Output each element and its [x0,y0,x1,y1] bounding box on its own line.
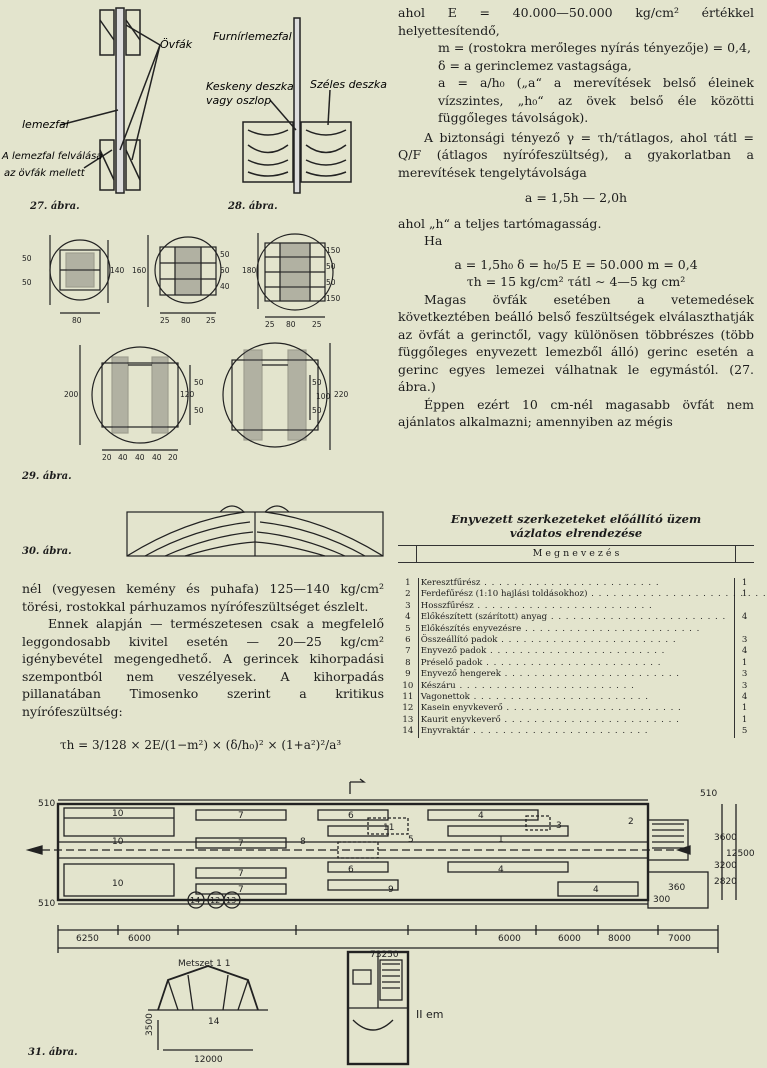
room-num: 5 [408,835,414,845]
dim: 6000 [558,934,581,944]
row-name [418,692,735,703]
dim: 80 [181,316,191,325]
figure-29-caption: 29. ábra. [22,471,72,482]
table-row [398,703,754,714]
dim: 140 [110,266,125,275]
room-num: 11 [383,823,395,833]
text-line: A biztonsági tényező γ = τh/τátlagos, ahol τátl = Q/F (átlagos nyírófeszültség), a gyakorlatban a merevítések tengelytávolsága [398,129,754,180]
row-name-text: Hosszfűrész [420,600,474,611]
section-width: 12000 [194,1055,223,1065]
table-row [398,624,754,635]
dim: 80 [286,320,296,329]
row-name [418,601,735,612]
row-name [418,589,735,600]
dim: 510 [38,799,56,809]
dim: 6000 [128,934,151,944]
row-number: 11 [402,692,414,703]
row-quantity: 3 [735,669,754,680]
room-num: 7 [238,811,244,821]
row-name-text: Enyvező hengerek [420,669,501,680]
table-row [398,646,754,657]
figure-28-caption: 28. ábra. [228,201,278,212]
figure-30-caption: 30. ábra. [22,546,72,557]
row-number: 3 [405,600,411,611]
text-line: a = 1,5h₀ δ = h₀/5 E = 50.000 m = 0,4 [454,256,698,272]
row-name-text: Enyvraktár [420,726,470,737]
row-name-text: Vagonettok [420,692,470,703]
equipment-table [398,578,754,738]
table-title-line: vázlatos elrendezése [509,526,643,540]
paragraph: Magas övfák esetében a vetemedések következtében beálló belső feszültségek elválaszthatják az övfát a gerinctől, vagy különösen többrészes (több függőleges enyvezett lemezből álló) gerinc esetén a gerinc egyes lemezei válhatnak le egymástól. (27. ábra.) [398,291,754,394]
dim: 80 [72,316,82,325]
dim: 25 [265,320,275,329]
row-number: 7 [405,646,411,657]
table-row [398,578,754,589]
dim: 510 [700,789,718,799]
text-line: δ = a gerinclemez vastagsága, [438,57,632,73]
row-quantity: 4 [735,646,754,657]
row-number: 8 [405,657,411,668]
meleet-label: az övfák mellett [4,168,85,179]
furnir-label: Furnírlemezfal [213,30,292,43]
dim: 360 [668,883,686,893]
section-height: 3500 [145,1013,155,1036]
row-name [418,612,735,623]
figure-31-caption: 31. ábra. [28,1047,78,1058]
row-quantity [735,624,754,635]
row-quantity: 1 [735,589,754,600]
row-quantity: 1 [735,658,754,669]
room-num: 4 [498,865,504,875]
row-name [418,703,735,714]
room-num: 6 [348,811,354,821]
room-num: 13 [226,896,237,905]
dim: 40 [135,453,145,462]
row-name [418,646,735,657]
row-quantity: 1 [735,578,754,589]
right-column-text [398,4,754,431]
section-label: Metszet 1 1 [178,959,231,969]
row-name-text: Ferdefűrész (1:10 hajlási toldásokhoz) [420,589,588,600]
row-quantity: 1 [735,703,754,714]
text-line: a = a/h₀ („a“ a merevítések belső éleinek vízszintes, „h₀“ az övek belső éle közötti függőleges távolságok). [438,75,754,125]
row-quantity: 1 [735,715,754,726]
dim: 150 [326,294,341,303]
dim: 50 [326,278,336,287]
table-title-line: Enyvezett szerkezeteket előállító üzem [450,512,702,526]
paragraph: Ennek alapján — természetesen csak a megfelelő leggondosabb kivitel esetén — 20—25 kg/cm² igénybevétel megengedhető. A gerincek kihorpadási szempontból nem veszélyesek. A kihorpadás pillanatában Timosenko szerint a kritikus nyírófeszültség: [22,616,384,719]
section-num: 14 [208,1017,220,1027]
room-num: 10 [112,879,124,889]
table-row [398,726,754,737]
text-line: τh = 15 kg/cm² τátl ∼ 4—5 kg cm² [466,274,686,289]
row-quantity: 4 [735,692,754,703]
text-line: a = 1,5h — 2,0h [524,190,628,205]
row-number: 4 [405,612,411,623]
row-number: 6 [405,635,411,646]
row-name-text: Összeállító padok [420,635,498,646]
dim: 50 [220,266,230,275]
dim: 6000 [498,934,521,944]
row-quantity [735,601,754,612]
text-line: Ha [424,233,443,248]
dim: 40 [118,453,128,462]
row-quantity: 3 [735,681,754,692]
table-row [398,635,754,646]
keskeny-label: Keskeny deszka [206,80,294,93]
dim: 25 [312,320,322,329]
felvalasa-label: A lemezfal felválása [2,151,103,162]
dim: 20 [168,453,178,462]
row-name [418,669,735,680]
row-number: 5 [405,623,411,634]
room-num: 7 [238,839,244,849]
row-number: 10 [402,680,414,691]
table-row [398,669,754,680]
row-name [418,726,735,737]
paragraph: nél (vegyesen kemény és puhafa) 125—140 kg/cm² törési, rostokkal párhuzamos nyírófeszültséget észlelt. [22,581,384,614]
dim: 20 [102,453,112,462]
dim: 160 [132,266,147,275]
dim: 300 [653,895,671,905]
dim: 40 [220,282,230,291]
dim: 50 [194,406,204,415]
room-num: 4 [593,885,599,895]
table-row [398,658,754,669]
room-num: 12 [210,896,221,905]
figure-29 [20,225,395,465]
row-number: 13 [402,714,414,725]
room-num: 3 [556,821,562,831]
dim: 6250 [76,934,99,944]
dim: 73250 [370,950,399,960]
room-num: 6 [348,865,354,875]
row-name [418,578,735,589]
row-number: 2 [405,589,411,600]
dim: 50 [312,406,322,415]
dim: 12500 [726,849,755,859]
dim: 3600 [714,833,737,843]
dim: 150 [326,246,341,255]
row-name-text: Előkészített (szárított) anyag [420,612,548,623]
row-number: 1 [405,578,411,588]
table-title [398,512,754,540]
room-num: 4 [478,811,484,821]
ovfak-label: Övfák [160,38,193,51]
dim: 50 [194,378,204,387]
table-row [398,612,754,623]
figure-30 [125,500,385,560]
dim: 7000 [668,934,691,944]
table-row [398,601,754,612]
row-name-text: Keresztfűrész [420,578,481,588]
dim: 100 [316,392,331,401]
room-num: 10 [112,837,124,847]
row-name-text: Kaurit enyvkeverő [420,714,501,725]
figure-31 [28,780,755,1068]
table-row [398,692,754,703]
row-quantity: 5 [735,726,754,737]
table-header-label: M e g n e v e z é s [416,546,736,562]
text-line: ahol E = 40.000—50.000 kg/cm² értékkel helyettesítendő, [398,5,754,38]
row-name-text: Préselő padok [420,657,483,668]
row-name [418,635,735,646]
dim: 25 [206,316,216,325]
dim: 50 [220,250,230,259]
dim: 50 [326,262,336,271]
text-line: ahol „h“ a teljes tartómagasság. [398,215,602,231]
dim: 200 [64,390,79,399]
text-line: m = (rostokra merőleges nyírás tényezője) = 0,4, [438,40,751,55]
floor-label: II em [416,1008,444,1021]
figure-27 [0,0,193,200]
row-quantity: 4 [735,612,754,623]
szeles-label: Széles deszka [310,78,387,91]
figure-27-caption: 27. ábra. [30,201,80,212]
row-name [418,658,735,669]
table-row [398,589,754,600]
timosenko-formula: τh = 3/128 × 2E/(1−m²) × (δ/h₀)² × (1+a²)²/a³ [60,738,342,752]
dim: 3200 [714,861,737,871]
row-number: 12 [402,703,414,714]
dim: 8000 [608,934,631,944]
dim: 50 [22,278,32,287]
dim: 25 [160,316,170,325]
dim: 40 [152,453,162,462]
room-num: 9 [388,885,394,895]
room-num: 14 [190,896,201,905]
row-name [418,715,735,726]
room-num: 2 [628,817,634,827]
dim: 120 [180,390,195,399]
table-row [398,681,754,692]
row-number: 14 [402,726,414,737]
room-num: 7 [238,885,244,895]
row-name [418,681,735,692]
dim: 50 [312,378,322,387]
row-quantity: 3 [735,635,754,646]
row-name-text: Előkészítés enyvezésre [420,623,522,634]
row-name [418,624,735,635]
table-row [398,715,754,726]
dim: 180 [242,266,257,275]
room-num: 8 [300,837,306,847]
oszlop-label: vagy oszlop [206,94,272,107]
row-number: 9 [405,669,411,680]
lemezfal-label: lemezfal [22,118,69,131]
row-name-text: Enyvező padok [420,646,487,657]
figure-28 [198,0,388,200]
left-column-text [22,580,384,720]
room-num: 1 [498,835,504,845]
room-num: 7 [238,869,244,879]
row-name-text: Kasein enyvkeverő [420,703,503,714]
dim: 510 [38,899,56,909]
paragraph: Éppen ezért 10 cm-nél magasabb övfát nem ajánlatos alkalmazni; amennyiben az mégis [398,396,754,429]
room-num: 10 [112,809,124,819]
table-header [398,545,754,563]
dim: 220 [334,390,349,399]
row-name-text: Készáru [420,680,456,691]
dim: 2820 [714,877,737,887]
dim: 50 [22,254,32,263]
